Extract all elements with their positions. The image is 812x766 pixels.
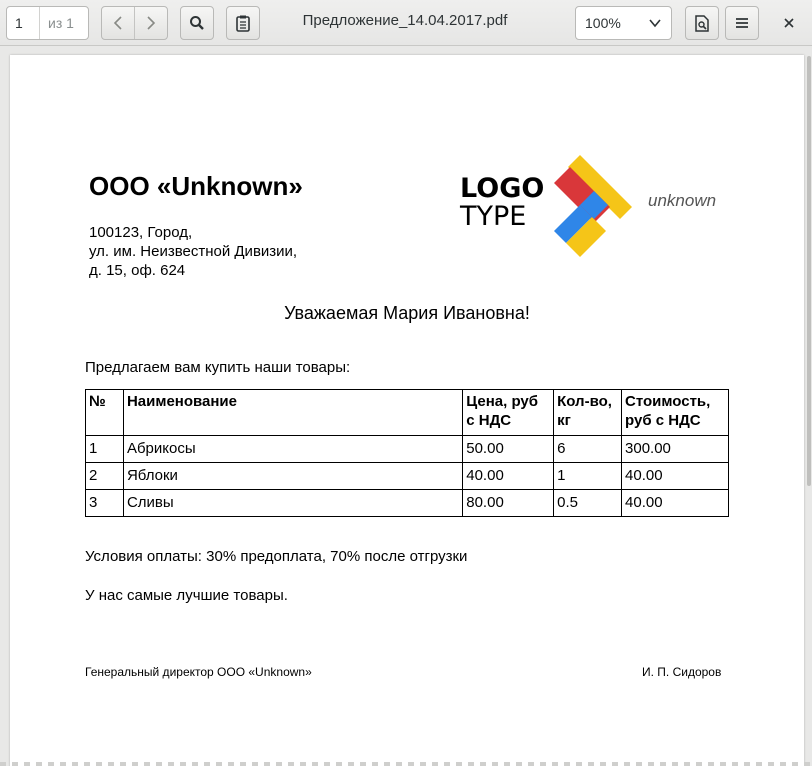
table-cell: 80.00 bbox=[463, 490, 554, 517]
zoom-select[interactable] bbox=[575, 6, 672, 40]
logo-tagline: unknown bbox=[648, 191, 717, 210]
table-row bbox=[86, 490, 729, 517]
table-cell: 1 bbox=[86, 436, 124, 463]
hamburger-menu-icon bbox=[735, 17, 749, 29]
clipboard-icon bbox=[236, 15, 250, 32]
products-table bbox=[85, 389, 729, 517]
table-cell: Абрикосы bbox=[123, 436, 462, 463]
table-header: Стоимость, руб с НДС bbox=[622, 390, 729, 436]
search-icon bbox=[189, 15, 205, 31]
address-line: д. 15, оф. 624 bbox=[89, 262, 186, 279]
page-number-input[interactable]: 1 bbox=[7, 7, 40, 39]
payment-terms: Условия оплаты: 30% предоплата, 70% после отгрузки bbox=[85, 548, 468, 565]
previous-page-button[interactable] bbox=[102, 7, 135, 39]
document-title: Предложение_14.04.2017.pdf bbox=[302, 12, 508, 29]
chevron-down-icon bbox=[648, 16, 662, 30]
greeting: Уважаемая Мария Ивановна! bbox=[284, 303, 530, 323]
table-cell: 2 bbox=[86, 463, 124, 490]
table-cell: 50.00 bbox=[463, 436, 554, 463]
document-search-icon bbox=[695, 15, 709, 32]
table-header: Кол-во, кг bbox=[554, 390, 622, 436]
table-header: Наименование bbox=[123, 390, 462, 436]
table-cell: 1 bbox=[554, 463, 622, 490]
offer-intro: Предлагаем вам купить наши товары: bbox=[85, 359, 351, 376]
company-logo bbox=[458, 153, 718, 261]
logo-word-top: LOGO bbox=[460, 173, 545, 204]
close-window-button[interactable] bbox=[778, 12, 800, 34]
signature-title: Генеральный директор ООО «Unknown» bbox=[85, 665, 312, 679]
table-cell: 300.00 bbox=[622, 436, 729, 463]
zoom-value: 100% bbox=[585, 15, 621, 31]
table-cell: 40.00 bbox=[622, 463, 729, 490]
annotations-button[interactable] bbox=[226, 6, 260, 40]
company-address bbox=[89, 223, 297, 280]
menu-button[interactable] bbox=[725, 6, 759, 40]
table-row bbox=[86, 436, 729, 463]
signature-name: И. П. Сидоров bbox=[642, 665, 722, 679]
scrollbar-thumb[interactable] bbox=[807, 56, 811, 486]
table-header: Цена, руб с НДС bbox=[463, 390, 554, 436]
document-properties-button[interactable] bbox=[685, 6, 719, 40]
table-cell: 40.00 bbox=[463, 463, 554, 490]
close-icon bbox=[784, 18, 794, 28]
table-row bbox=[86, 463, 729, 490]
chevron-left-icon bbox=[113, 16, 123, 30]
address-line: ул. им. Неизвестной Дивизии, bbox=[89, 243, 298, 260]
document-viewport[interactable] bbox=[0, 46, 812, 766]
page-selector[interactable] bbox=[6, 6, 89, 40]
table-header-row bbox=[86, 390, 729, 436]
table-cell: 3 bbox=[86, 490, 124, 517]
page-nav-group bbox=[101, 6, 168, 40]
closing-line: У нас самые лучшие товары. bbox=[85, 587, 288, 604]
company-name: ООО «Unknown» bbox=[89, 171, 303, 201]
logo-word-bottom: TYPE bbox=[460, 201, 527, 232]
search-button[interactable] bbox=[180, 6, 214, 40]
next-page-button[interactable] bbox=[135, 7, 167, 39]
table-cell: 6 bbox=[554, 436, 622, 463]
vertical-scrollbar[interactable] bbox=[806, 46, 812, 766]
table-cell: 40.00 bbox=[622, 490, 729, 517]
address-line: 100123, Город, bbox=[89, 224, 193, 241]
header-bar bbox=[0, 0, 812, 46]
logo-mark-icon bbox=[550, 153, 632, 257]
page-edge-divider bbox=[0, 762, 812, 766]
page-total-label: из 1 bbox=[48, 15, 74, 31]
table-cell: 0.5 bbox=[554, 490, 622, 517]
table-header: № bbox=[86, 390, 124, 436]
table-cell: Яблоки bbox=[123, 463, 462, 490]
pdf-page bbox=[10, 55, 804, 766]
table-cell: Сливы bbox=[123, 490, 462, 517]
chevron-right-icon bbox=[146, 16, 156, 30]
